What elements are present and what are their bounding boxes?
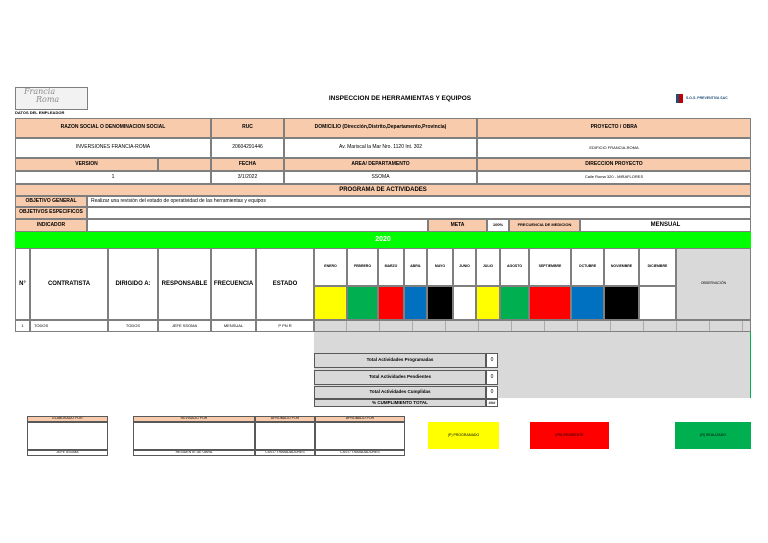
razon-social-value: INVERSIONES FRANCIA-ROMA [15,138,211,158]
indicador-value [87,219,428,232]
row-no: 1 [15,320,30,332]
header-fecha: FECHA [211,158,284,171]
fecha-value: 3/1/2022 [211,171,284,184]
month-color-junio [453,286,476,320]
summary-programadas-value: 0 [486,353,498,368]
legend-pendiente: (PN) PENDIENTE [530,422,609,449]
month-header-junio: JUNIO [453,248,476,286]
frecuencia-medicion-label: FRECUENCIA DE MEDICION [509,219,580,232]
month-row-dividers [314,320,751,332]
month-header-septiembre: SEPTIEMBRE [529,248,571,286]
signature-header-aprobado-1: APROBADO POR [255,416,315,422]
col-header-contratista: CONTRATISTA [30,248,108,320]
employer-label: DATOS DEL EMPLEADOR [15,110,65,115]
summary-pendientes-label: Total Actividades Pendientes [314,370,486,385]
month-header-marzo: MARZO [378,248,404,286]
meta-value: 100% [487,219,509,232]
proyecto-value: EDIFICIO FRANCIA-ROMA [477,138,751,158]
header-domicilio: DOMICILIO (Dirección,Distrito,Departamento,Provincia) [284,118,477,138]
signature-footer-aprobado-1: CSST/ TRABAJADORES [255,450,315,456]
header-direccion: DIRECCION PROYECTO [477,158,751,171]
month-header-mayo: MAYO [427,248,453,286]
month-header-enero: ENERO [314,248,347,286]
signature-box-aprobado-2[interactable] [315,422,405,450]
row-frecuencia: MENSUAL [211,320,256,332]
signature-box-aprobado-1[interactable] [255,422,315,450]
row-dirigido: TODOS [108,320,158,332]
summary-cumplidas-label: Total Actividades Cumplidas [314,386,486,399]
ruc-value: 20604291446 [211,138,284,158]
year-bar: 2020 [15,232,751,248]
obj-general-label: OBJETIVO GENERAL [15,196,87,207]
col-header-dirigido: DIRIGIDO A: [108,248,158,320]
month-header-diciembre: DICIEMBRE [639,248,676,286]
direccion-value: Calle Roma 320 - MIRAFLORES [477,171,751,184]
area-value: SSOMA [284,171,477,184]
signature-footer-revisado: RESIDENTE DE OBRA [133,450,255,456]
header-version: VERSION [15,158,158,171]
col-header-estado: ESTADO [256,248,314,320]
obj-especificos-value [87,207,751,219]
meta-label: META [428,219,487,232]
legend-realizado: (R) REALIZADO [675,422,751,449]
logo-text-2: Roma [36,95,60,104]
month-header-abril: ABRIL [404,248,427,286]
signature-footer-elaborado: JEFE SSOMA [27,450,108,456]
month-color-agosto [500,286,529,320]
month-color-abril [404,286,427,320]
obj-especificos-label: OBJETIVOS ESPECIFICOS [15,207,87,219]
month-color-septiembre [529,286,571,320]
company-logo [15,87,88,110]
month-color-diciembre [639,286,676,320]
version-value: 1 [15,171,211,184]
header-proyecto: PROYECTO / OBRA [477,118,751,138]
summary-cumplimiento-value: ### [486,399,498,407]
month-header-octubre: OCTUBRE [571,248,604,286]
brand-logo-text: S.O.S. PREVENTIVA SAC [686,96,728,100]
legend-programado: (P) PROGRAMADO [428,422,499,449]
header-version-spacer [158,158,211,171]
month-header-noviembre: NOVIEMBRE [604,248,639,286]
col-header-no: N° [15,248,30,320]
header-ruc: RUC [211,118,284,138]
month-color-enero [314,286,347,320]
summary-cumplidas-value: 0 [486,386,498,399]
summary-cumplimiento-label: % CUMPLIMIENTO TOTAL [314,399,486,407]
signature-box-elaborado[interactable] [27,422,108,450]
logo-text-1: Francia [24,87,56,96]
header-area: AREA/ DEPARTAMENTO [284,158,477,171]
signature-header-aprobado-2: APROBADO POR [315,416,405,422]
month-color-mayo [427,286,453,320]
month-header-febrero: FEBRERO [347,248,378,286]
summary-programadas-label: Total Actividades Programadas [314,353,486,368]
signature-header-elaborado: ELABORADO POR [27,416,108,422]
program-title: PROGRAMA DE ACTIVIDADES [15,184,751,196]
month-color-julio [476,286,500,320]
document-title: INSPECCION DE HERRAMIENTAS Y EQUIPOS [328,95,472,102]
month-header-julio: JULIO [476,248,500,286]
col-header-observacion: OBSERVACIÓN [676,248,751,320]
month-color-febrero [347,286,378,320]
domicilio-value: Av. Mariscal la Mar Nro. 1120 Int. 302 [284,138,477,158]
indicador-label: INDICADOR [15,219,87,232]
signature-footer-aprobado-2: CSST/ TRABAJADORES [315,450,405,456]
month-color-marzo [378,286,404,320]
col-header-frecuencia: FRECUENCIA [211,248,256,320]
header-razon-social: RAZON SOCIAL O DENOMINACION SOCIAL [15,118,211,138]
month-color-noviembre [604,286,639,320]
signature-box-revisado[interactable] [133,422,255,450]
brand-logo [676,92,756,104]
row-estado: P PN R [256,320,314,332]
col-header-responsable: RESPONSABLE [158,248,211,320]
obj-general-value: Realizar una revisión del estado de operatividad de las herramientas y equipos [87,196,751,207]
signature-header-revisado: REVISADO POR [133,416,255,422]
frecuencia-medicion-value: MENSUAL [580,219,751,232]
row-contratista: TODOS [30,320,108,332]
summary-pendientes-value: 0 [486,370,498,385]
month-header-agosto: AGOSTO [500,248,529,286]
brand-logo-icon [676,94,683,103]
month-color-octubre [571,286,604,320]
row-responsable: JEFE SSOMA [158,320,211,332]
